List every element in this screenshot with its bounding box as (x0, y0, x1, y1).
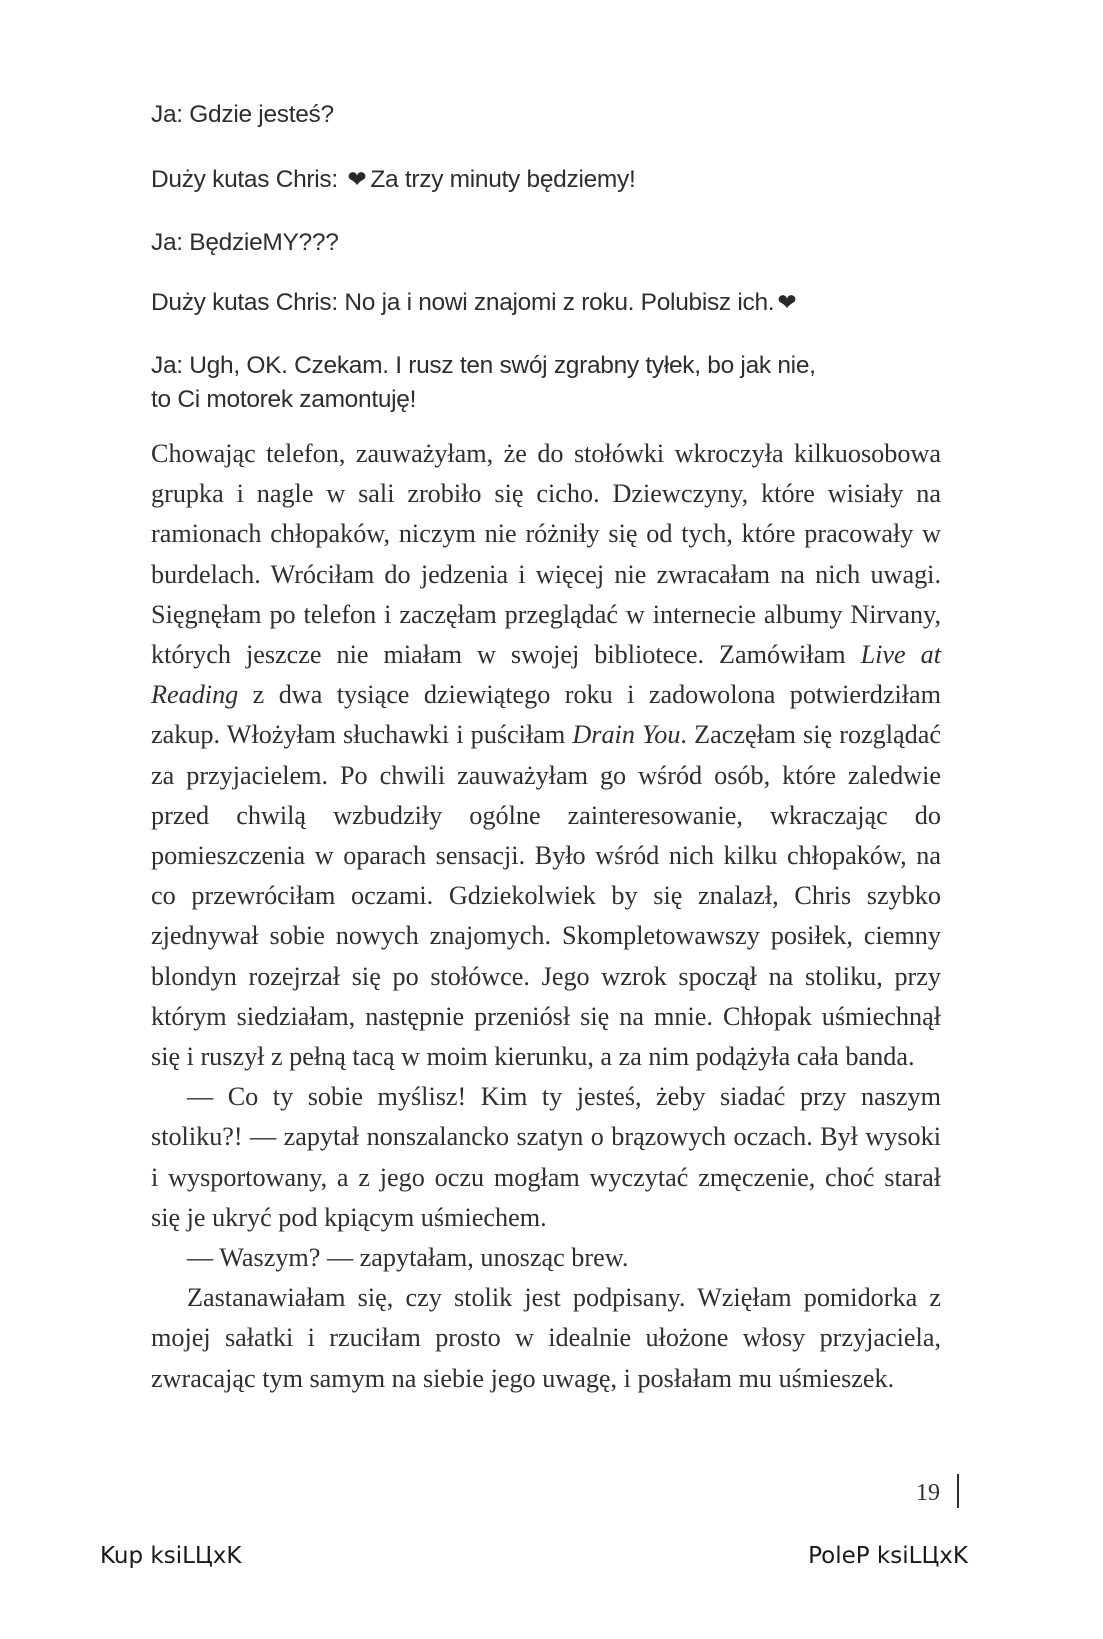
body-text (151, 434, 941, 1399)
chat-text: Ja: BędzieMY??? (151, 229, 339, 256)
page-number: 19 (916, 1480, 940, 1506)
album-title: Live at Reading (151, 640, 941, 710)
chat-message-1 (151, 98, 951, 132)
chat-message-4 (151, 286, 951, 320)
chat-message-3 (151, 226, 951, 260)
paragraph: Zastanawiałam się, czy stolik jest podpisany. Wzięłam pomidorka z mojej sałatki i rzuciłam prosto w idealnie ułożone włosy przyjaciela, zwracając tym samym na siebie jego uwagę, i posłałam mu uśmieszek. (151, 1283, 941, 1393)
paragraph (151, 434, 941, 1077)
text-run: Chowając telefon, zauważyłam, że do stołówki wkroczyła kilkuosobowa grupka i nagle w sali zrobiło się cicho. Dziewczyny, które wisiały na ramionach chłopaków, niczym nie różniły się od tych, które pracowały w burdelach. Wróciłam do jedzenia i więcej nie zwracałam na nich uwagi. Sięgnęłam po telefon i zaczęłam przeglądać w internecie albumy Nirvany, których jeszcze nie miałam w swojej bibliotece. Zamówiłam (151, 439, 941, 670)
chat-message-5 (151, 349, 951, 417)
text-run: z dwa tysiące dziewiątego roku i zadowolona potwierdziłam zakup. Włożyłam słuchawki i puściłam (151, 680, 941, 750)
song-title: Drain You (572, 720, 681, 750)
paragraph: — Waszym? — zapytałam, unosząc brew. (187, 1243, 629, 1273)
footer-recommend-book-link[interactable]: PoleP ksiLЦxK (808, 1543, 968, 1569)
footer-buy-book-link[interactable]: Kup ksiLЦxK (100, 1543, 242, 1569)
chat-text-line: Ja: Ugh, OK. Czekam. I rusz ten swój zgrabny tyłek, bo jak nie, (151, 352, 816, 379)
heart-icon: ❤ (777, 290, 797, 316)
chat-text-line: to Ci motorek zamontuję! (151, 386, 417, 413)
text-run: . Zaczęłam się rozglądać za przyjacielem. Po chwili zauważyłam go wśród osób, które zaledwie przed chwilą wzbudziły ogólne zainteresowanie, wkraczając do pomieszczenia w oparach sensacji. Było wśród nich kilku chłopaków, na co przewróciłam oczami. Gdziekolwiek by się znalazł, Chris szybko zjednywał sobie nowych znajomych. Skompletowawszy posiłek, ciemny blondyn rozejrzał się po stołówce. Jego wzrok spoczął na stoliku, przy którym siedziałam, następnie przeniósł się na mnie. Chłopak uśmiechnął się i ruszył z pełną tacą w moim kierunku, a za nim podążyła cała banda. (151, 720, 941, 1072)
heart-icon: ❤ (347, 167, 367, 193)
chat-text: Duży kutas Chris: No ja i nowi znajomi z roku. Polubisz ich. (151, 289, 775, 316)
paragraph: — Co ty sobie myślisz! Kim ty jesteś, żeby siadać przy naszym stoliku?! — zapytał nonszalancko szatyn o brązowych oczach. Był wysoki i wysportowany, a z jego oczu mogłam wyczytać zmęczenie, choć starał się je ukryć pod kpiącym uśmiechem. (151, 1082, 941, 1232)
chat-text: Ja: Gdzie jesteś? (151, 101, 334, 128)
chat-sender: Duży kutas Chris: (151, 166, 338, 193)
chat-text: Za trzy minuty będziemy! (370, 166, 636, 193)
chat-message-2 (151, 163, 951, 197)
page-number-divider (957, 1474, 959, 1508)
